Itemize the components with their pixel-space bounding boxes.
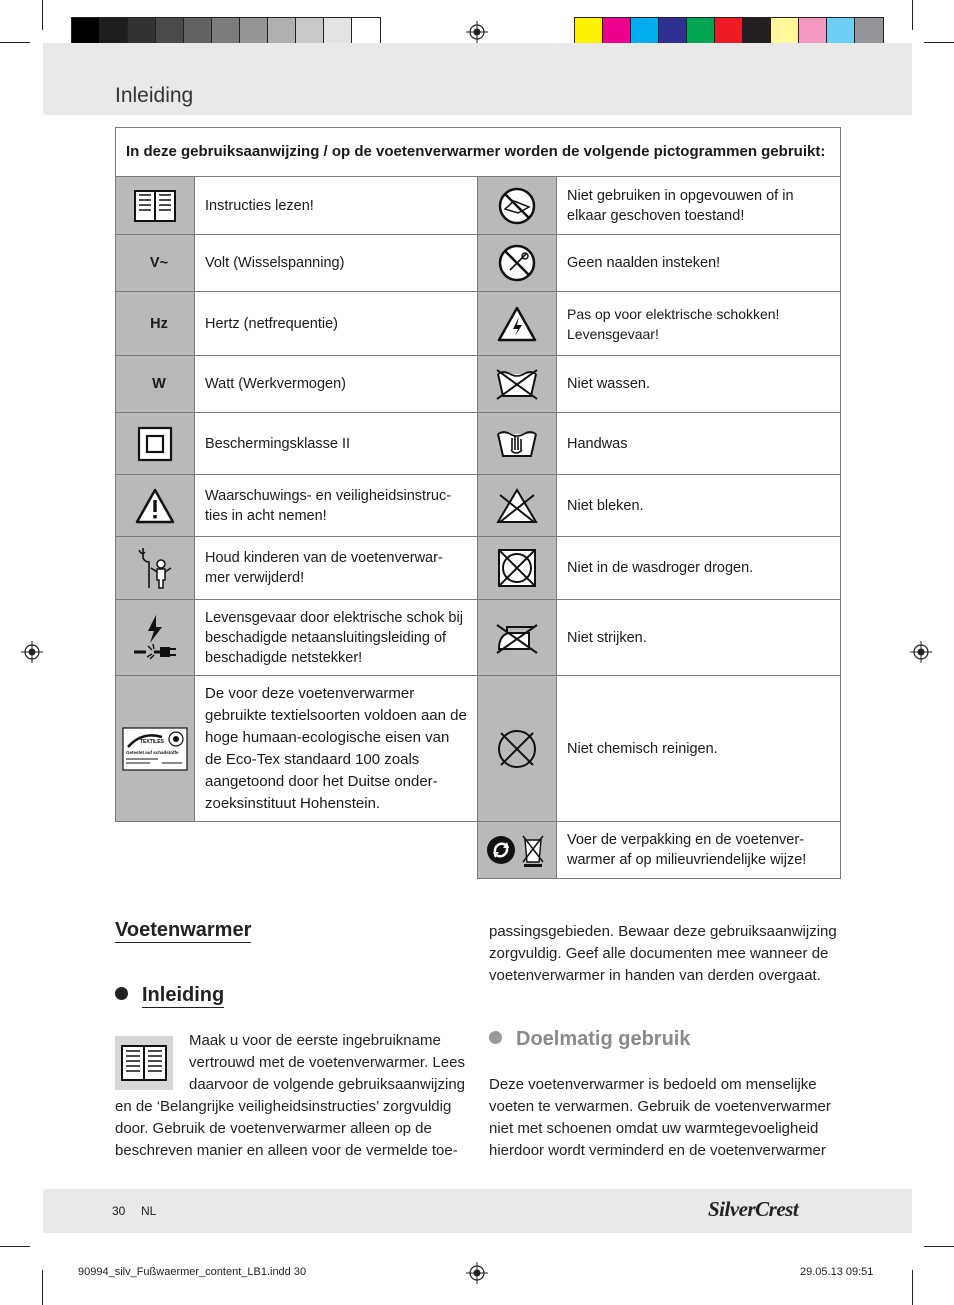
crop-mark: [0, 1246, 30, 1247]
table-cell: Handwas: [557, 413, 841, 475]
table-cell: Niet wassen.: [557, 356, 841, 413]
intro-text-line: Maak u voor de eerste ingebruikname: [189, 1032, 441, 1049]
print-date-info: 29.05.13 09:51: [800, 1266, 874, 1278]
table-cell: Geen naalden insteken!: [557, 235, 841, 292]
book-icon: [116, 177, 195, 235]
table-row: [116, 537, 841, 600]
table-cell: Niet gebruiken in opgevouwen of in elkaar geschoven toestand!: [557, 177, 841, 235]
table-cell: Niet in de wasdroger drogen.: [557, 537, 841, 600]
table-row: [116, 475, 841, 537]
table-cell: Instructies lezen!: [195, 177, 478, 235]
table-row: [116, 600, 841, 676]
watt-symbol: W: [116, 356, 195, 413]
color-swatch: [631, 18, 659, 46]
table-row: [116, 292, 841, 356]
color-swatch: [212, 18, 240, 46]
bullet-icon: [489, 1031, 502, 1044]
bullet-icon: [115, 987, 128, 1000]
table-cell: Watt (Werkvermogen): [195, 356, 478, 413]
brand-logo: SilverCrest: [708, 1197, 799, 1221]
table-cell: Voer de verpakking en de voetenver-warmer af op milieuvriendelijke wijze!: [557, 822, 841, 879]
right-text-line: zorgvuldig. Geef alle documenten mee wanneer de: [489, 945, 829, 962]
crop-mark: [924, 1246, 954, 1247]
usage-heading: Doelmatig gebruik: [489, 1028, 690, 1051]
no-needles-icon: [478, 235, 557, 292]
table-cell: Beschermingsklasse II: [195, 413, 478, 475]
usage-text-line: Deze voetenverwarmer is bedoeld om menselijke: [489, 1076, 817, 1093]
color-swatch: [687, 18, 715, 46]
color-swatch: [827, 18, 855, 46]
crop-mark: [42, 0, 43, 30]
hand-wash-icon: [478, 413, 557, 475]
right-text-line: voetenverwarmer in handen van derden overgaat.: [489, 967, 821, 984]
recycling-icon: [478, 822, 557, 879]
warning-triangle-icon: [116, 475, 195, 537]
table-cell: Niet chemisch reinigen.: [557, 676, 841, 822]
table-cell: Niet bleken.: [557, 475, 841, 537]
no-folding-icon: [478, 177, 557, 235]
page-number: 30: [112, 1204, 126, 1218]
registration-mark-icon: [910, 641, 932, 663]
color-swatch: [128, 18, 156, 46]
table-cell: Volt (Wisselspanning): [195, 235, 478, 292]
color-swatch: [240, 18, 268, 46]
intro-text-line: daarvoor de volgende gebruiksaanwijzing: [189, 1076, 466, 1093]
book-icon: [115, 1036, 173, 1090]
table-cell: Waarschuwings- en veiligheidsinstruc-ties in acht nemen!: [195, 475, 478, 537]
crop-mark: [912, 0, 913, 30]
crop-mark: [42, 1270, 43, 1305]
intro-heading: Inleiding: [115, 984, 224, 1007]
table-row: [116, 822, 841, 879]
registration-mark-icon: [21, 641, 43, 663]
table-row: [116, 676, 841, 822]
intro-text-line: beschreven manier en alleen voor de vermelde toe-: [115, 1142, 458, 1159]
crop-mark: [924, 42, 954, 43]
no-ironing-icon: [478, 600, 557, 676]
no-bleach-icon: [478, 475, 557, 537]
color-swatch: [72, 18, 100, 46]
registration-mark-icon: [466, 1262, 488, 1284]
no-tumble-dry-icon: [478, 537, 557, 600]
table-row: [116, 235, 841, 292]
pictogram-table-heading: In deze gebruiksaanwijzing / op de voetenverwarmer worden de volgende pictogrammen gebruikt:: [116, 128, 841, 177]
damaged-plug-danger-icon: [116, 600, 195, 676]
color-swatch: [100, 18, 128, 46]
color-swatch: [352, 18, 380, 46]
registration-mark-icon: [466, 21, 488, 43]
table-cell: Pas op voor elektrische schokken! Levensgevaar!: [557, 292, 841, 356]
usage-text-line: niet met schoenen omdat uw warmtegevoeligheid: [489, 1120, 819, 1137]
color-swatch: [296, 18, 324, 46]
print-file-info: 90994_silv_Fußwaermer_content_LB1.indd 30: [78, 1266, 307, 1278]
intro-text-line: en de ‘Belangrijke veiligheidsinstructies’ zorgvuldig: [115, 1098, 452, 1115]
color-swatch: [743, 18, 771, 46]
crop-mark: [912, 1270, 913, 1305]
protection-class-2-icon: [116, 413, 195, 475]
page-title: Inleiding: [115, 84, 194, 107]
usage-text-line: voeten te verwarmen. Gebruik de voetenverwarmer: [489, 1098, 831, 1115]
no-washing-icon: [478, 356, 557, 413]
electric-shock-warning-icon: [478, 292, 557, 356]
oeko-tex-line-1: TEXTILES: [140, 738, 164, 745]
section-title: Voetenwarmer: [115, 919, 252, 941]
right-text-line: passingsgebieden. Bewaar deze gebruiksaanwijzing: [489, 923, 837, 940]
color-swatch: [659, 18, 687, 46]
table-cell: Hertz (netfrequentie): [195, 292, 478, 356]
color-swatch: [715, 18, 743, 46]
color-swatch: [268, 18, 296, 46]
color-swatch: [799, 18, 827, 46]
color-swatch: [855, 18, 883, 46]
table-cell: Houd kinderen van de voetenverwar-mer verwijderd!: [195, 537, 478, 600]
crop-mark: [0, 42, 30, 43]
color-swatch: [575, 18, 603, 46]
color-swatch: [603, 18, 631, 46]
table-cell: Niet strijken.: [557, 600, 841, 676]
pictogram-table: [115, 127, 841, 879]
color-swatch: [184, 18, 212, 46]
table-row: [116, 356, 841, 413]
table-row: [116, 177, 841, 235]
hertz-symbol: Hz: [116, 292, 195, 356]
color-swatch: [156, 18, 184, 46]
language-code: NL: [141, 1204, 157, 1218]
no-dry-clean-icon: [478, 676, 557, 822]
keep-children-away-icon: [116, 537, 195, 600]
table-cell: De voor deze voetenverwarmer gebruikte textielsoorten voldoen aan de hoge humaan-ecologische eisen van de Eco-Tex standaard 100 zoals aangetoond door het Duitse onder-zoeksinstituut Hohenstein.: [195, 676, 478, 822]
oeko-tex-line-2: Getestet auf schadstoffe: [126, 749, 179, 755]
intro-text-line: door. Gebruik de voetenverwarmer alleen op de: [115, 1120, 432, 1137]
usage-text-line: hierdoor wordt verminderd en de voetenverwarmer: [489, 1142, 826, 1159]
volt-ac-symbol: V~: [116, 235, 195, 292]
color-swatch: [324, 18, 352, 46]
table-cell: Levensgevaar door elektrische schok bij beschadigde netaansluitingsleiding of beschadigde netstekker!: [195, 600, 478, 676]
intro-text-line: vertrouwd met de voetenverwarmer. Lees: [189, 1054, 465, 1071]
table-row: [116, 413, 841, 475]
color-swatch: [771, 18, 799, 46]
oeko-tex-label-icon: [116, 676, 195, 822]
